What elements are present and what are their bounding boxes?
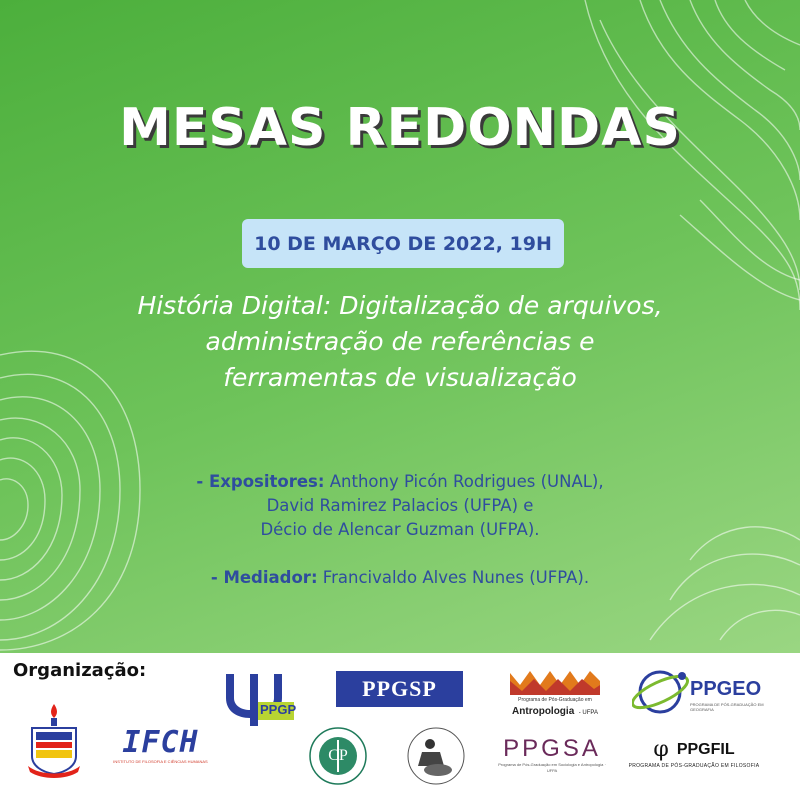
phi-icon: φ [653,737,669,762]
ppgsa-logo-text: PPGSA [503,735,601,762]
antropologia-ufpa-logo [505,667,605,719]
antropologia-logo-top: Programa de Pós-Graduação em [518,697,592,703]
subtitle-line: administração de referências e [205,327,595,356]
ufpa-coat-of-arms-logo [24,700,84,780]
mediador-row [60,566,740,590]
expositor-name: Anthony Picón Rodrigues (UNAL), [329,472,604,491]
ppgeo-logo-subtext: PROGRAMA DE PÓS-GRADUAÇÃO EM GEOGRAFIA [690,702,764,712]
ppgp-logo-text: PPGP [260,702,297,717]
ppgeo-logo [632,662,772,720]
participants-block [60,470,740,590]
page-title: MESAS REDONDAS [119,98,681,158]
cp-circular-logo [308,726,368,786]
subtitle-line: História Digital: Digitalização de arquivos, [137,291,663,320]
ppgsp-logo-text: PPGSP [362,676,437,701]
expositores-row [60,470,740,494]
event-subtitle [60,288,740,396]
antropologia-logo-suffix: - UFPA [578,710,598,716]
ppgfil-logo-subtext: PROGRAMA DE PÓS-GRADUAÇÃO EM FILOSOFIA [628,763,760,769]
ifch-logo [108,722,213,770]
expositor-name: Décio de Alencar Guzman (UFPA). [260,520,540,539]
subtitle-line: ferramentas de visualização [223,363,577,392]
ifch-logo-subtext: INSTITUTO DE FILOSOFIA E CIÊNCIAS HUMANAS [113,759,208,764]
ifch-logo-text: IFCH [122,725,199,760]
cp-logo-text: CP [328,747,348,764]
ppgsp-logo [336,671,463,707]
ppgsa-logo [497,735,607,775]
ppgeo-logo-text: PPGEO [690,678,762,700]
antropologia-logo-main: Antropologia [512,706,575,717]
historical-seal-logo [406,724,466,788]
ppgsa-logo-subtext: Programa de Pós-Graduação em Sociologia e Antropologia · UFPA [498,762,606,773]
organizers-label: Organização: [13,660,147,681]
expositor-name: David Ramirez Palacios (UFPA) e [266,496,534,515]
ppgfil-logo [620,734,768,774]
mediador-name: Francivaldo Alves Nunes (UFPA). [322,568,590,587]
mediador-label: - Mediador: [210,568,318,587]
ppgfil-logo-text: PPGFIL [676,741,735,758]
expositores-label: - Expositores: [196,472,325,491]
event-date-badge: 10 DE MARÇO DE 2022, 19H [242,219,564,268]
ppgp-logo [218,668,298,728]
